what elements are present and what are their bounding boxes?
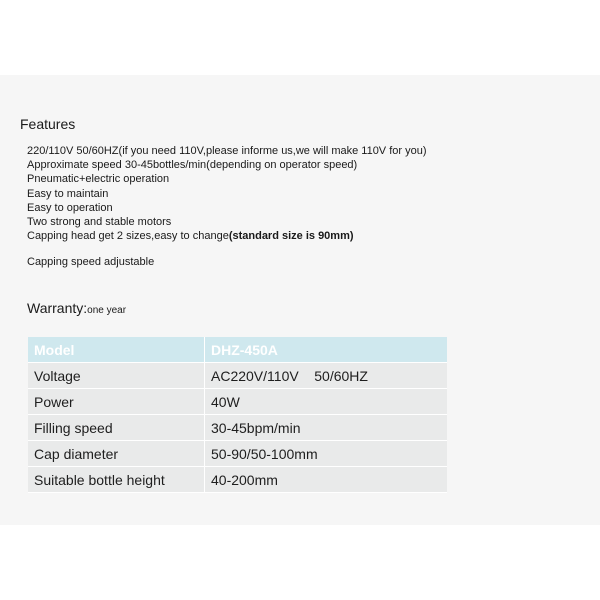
spec-value: 30-45bpm/min [205, 415, 448, 441]
spec-header-model-value: DHZ-450A [205, 337, 448, 363]
feature-item: Approximate speed 30-45bottles/min(depending on operator speed) [27, 159, 358, 172]
spec-table-row [28, 415, 447, 441]
warranty-value: one year [87, 305, 127, 316]
spec-table-row [28, 389, 447, 415]
spec-table-row [28, 441, 447, 467]
feature-item: Easy to maintain [27, 187, 109, 200]
feature-item: Easy to operation [27, 201, 113, 214]
spec-header-model-label: Model [28, 337, 205, 363]
spec-value: AC220V/110V 50/60HZ [205, 363, 448, 389]
spec-table-row [28, 467, 447, 493]
capping-speed-note: Capping speed adjustable [27, 256, 155, 268]
feature-list [27, 144, 427, 243]
feature-item-text: Capping head get 2 sizes,easy to change [27, 230, 229, 243]
warranty-label: Warranty: [27, 300, 88, 316]
spec-value: 40-200mm [205, 467, 448, 493]
spec-table [28, 337, 447, 493]
spec-value: 40W [205, 389, 448, 415]
feature-item: Two strong and stable motors [27, 216, 172, 229]
spec-label: Suitable bottle height [28, 467, 205, 493]
spec-table-row [28, 363, 447, 389]
spec-label: Power [28, 389, 205, 415]
spec-label: Filling speed [28, 415, 205, 441]
features-heading: Features [20, 116, 76, 132]
spec-label: Voltage [28, 363, 205, 389]
warranty-line [27, 300, 126, 318]
feature-item: 220/110V 50/60HZ(if you need 110V,please informe us,we will make 110V for you) [27, 145, 427, 157]
spec-label: Cap diameter [28, 441, 205, 467]
feature-item: Pneumatic+electric operation [27, 173, 170, 186]
spec-table-header-row [28, 337, 447, 363]
feature-item-bold-note: (standard size is 90mm) [228, 230, 354, 243]
feature-item-capping-head [27, 229, 427, 243]
spec-value: 50-90/50-100mm [205, 441, 448, 467]
